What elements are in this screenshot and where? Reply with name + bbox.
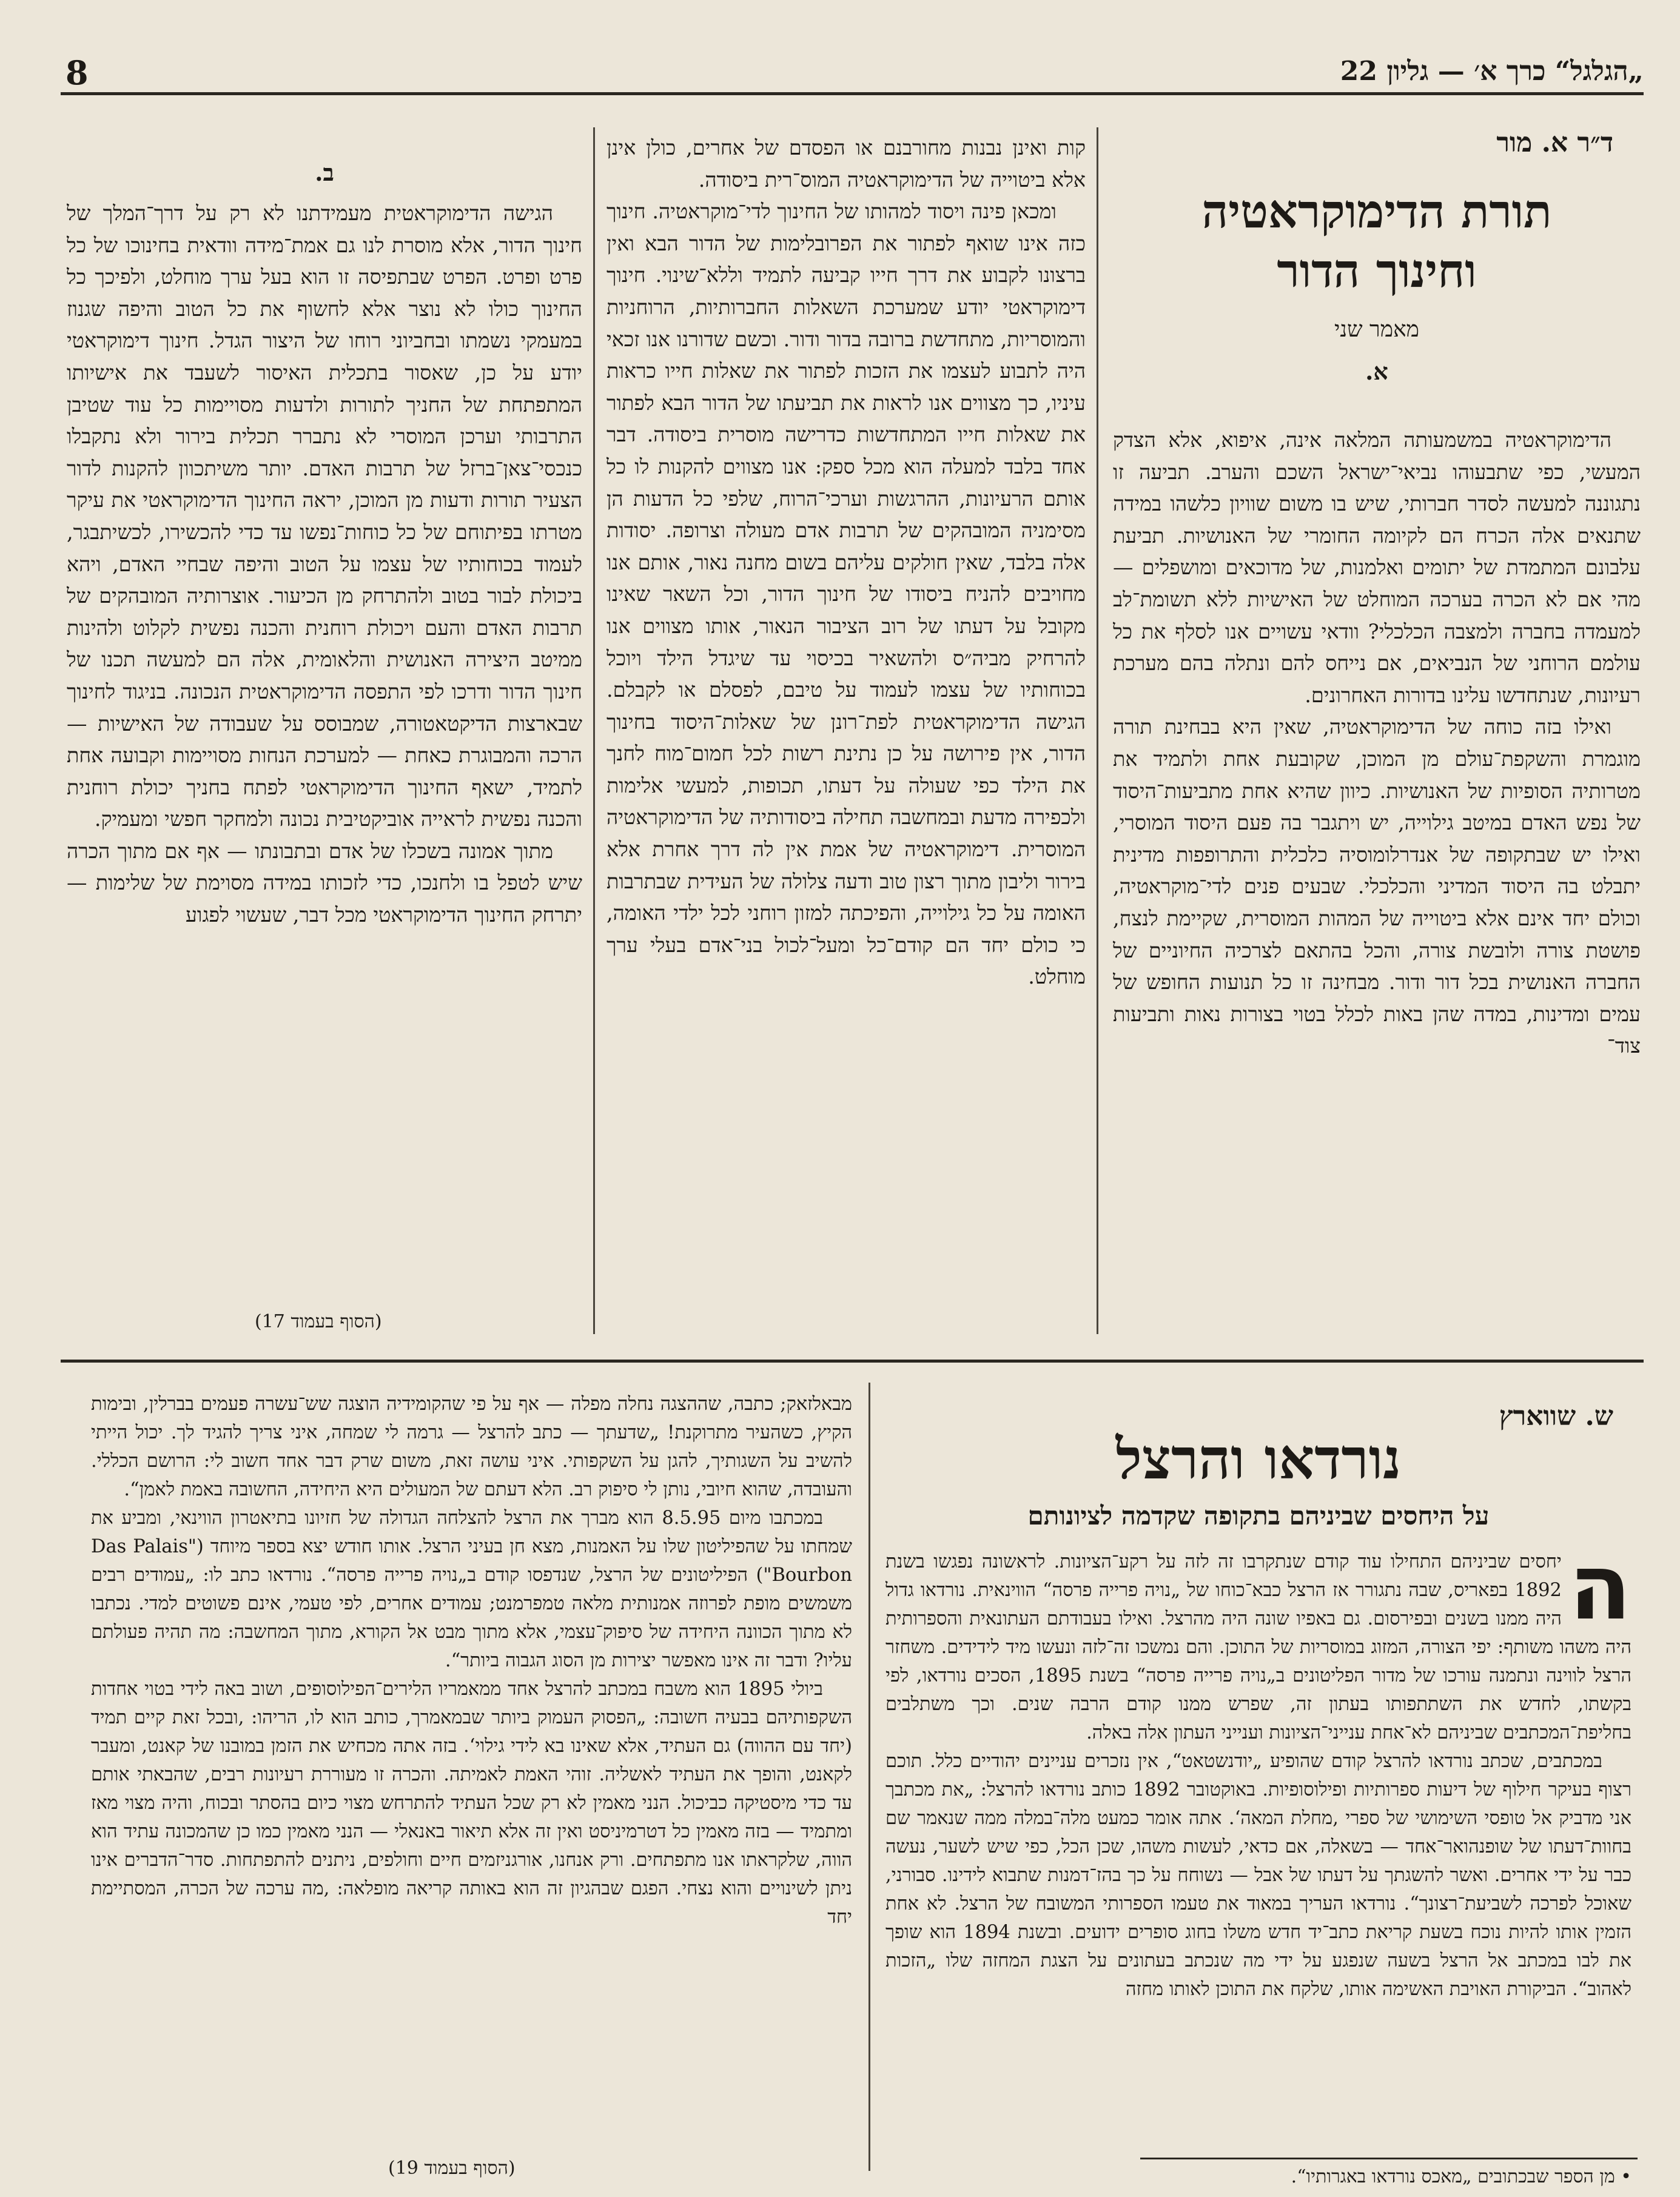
article1-section-a: א. bbox=[1365, 358, 1388, 385]
article1-paragraph: ומכאן פינה ויסוד למהותו של החינוך לדי־מוקראטיה. חינוך כזה אינו שואף לפתור את הפרובלימות של הדור הבא ואין ברצונו לקבוע את דרך חייו קביעה לתמיד וללא־שינוי. חינוך דימוקראטי יודע שמערכת השאלות החברותיות, הרוחניות והמוסריות, מתחדשת ברובה בדור ודור. וכשם שדורנו אנו זכאי היה לתבוע לעצמו את הזכות לפתור את שאלות חייו כראות עיניו, כך מצווים אנו לראות את תביעתו של הדור הבא לפתור את שאלות חייו המתחדשות כדרישה מוסרית ביסודה. דבר אחד בלבד למעלה הוא מכל ספק: אנו מצווים להקנות לו כל אותם הרעיונות, ההרגשות וערכי־הרוח, שלפי כל הדעות הן מסימניה המובהקים של תרבות אדם מעולה וצרופה. יסודות אלה בלבד, שאין חולקים עליהם בשום מחנה נאור, אותם אנו מחויבים להניח ביסודו של חינוך הדור, וכל השאר שאינו מקובל על דעתו של רוב הציבור הנאור, אותו מצווים אנו להרחיק מביה״ס ולהשאיר בכיסוי עד שיגדל הילד ויוכל בכוחותיו של עצמו לעמוד על טיבם, לפסלם או לקבלם. הגישה הדימוקראטית לפת־רונן של שאלות־היסוד בחינוך הדור, אין פירושה על כן נתינת רשות לכל חמום־מוח לחנך את הילד כפי שעולה על דעתו, תכופות, למעשי אלימות ולכפירה מדעת ובמחשבה תחילה ביסודותיה של הדימוקראטיה המוסרית. דימוקראטיה של אמת אין לה דרך אחרת אלא בירור וליבון מתוך רצון טוב ודעה צלולה של העידית שבתרבות האומה על כל גילוייה, והפיכתה למזון רוחני לכל ילדי האומה, כי כולם יחד הם קודם־כל ומעל־לכול בני־אדם בעלי ערך מוחלט. bbox=[606, 200, 1086, 989]
column-divider bbox=[869, 1383, 870, 2171]
article1-author: ד״ר א. מור bbox=[1496, 127, 1613, 158]
article1-paragraph: מתוך אמונה בשכלו של אדם ובתבונתו — אף אם מתוך הכרה שיש לטפל בו ולחנכו, כדי לזכותו במידה מסוימת של שלימות — יתרחק החינוך הדימוקראטי מכל דבר, שעשוי לפגוע bbox=[67, 839, 582, 927]
footnote-rule bbox=[1140, 2158, 1638, 2159]
article2-paragraph: במכתבים, שכתב נורדאו להרצל קודם שהופיע „יודנשטאט“, אין נזכרים עניינים יהודיים כלל. תוכם רצוף בעיקר חילוף של דיעות ספרותיות ופילוסופיות. באוקטובר 1892 כותב נורדאו להרצל: „את מכתבך אני מדביק אל טופסי השימושי של ספרי ,מחלת המאה‘. אתה אומר כמעט מלה־במלה ממה שנאמר שם בחוות־דעתו של שופנהואר־אחד — בשאלה, אם כדאי, לעשות משהו, שכן הכל, כפי שיש לשער, נעשה כבר על ידי אחרים. ואשר להשגתך על דעתו של אבל — נשוחח על כך בהז־דמנות שתבוא לידינו. סבורני, שאוכל לפרכה לשביעת־רצונך“. נורדאו העריך במאוד את טעמו הספרותי המשובח של הרצל. לא אחת הזמין אותו להיות נוכח בשעת קריאת כתב־יד חדש משלו בחוג סופרים ידועים. ובשנת 1894 הוא שופך את לבו במכתב אל הרצל בשעה שנפגע על ידי מה שנכתב בעתונים על הצגת המחזה שלו „הזכות לאהוב“. הביקורת האויבת האשימה אותו, שלקח את התוכן לאותו מחזה bbox=[885, 1751, 1631, 2000]
article1-title bbox=[1113, 182, 1641, 301]
article1-column-right bbox=[1113, 424, 1641, 1316]
article2-footnote: • מן הספר שבכתובים „מאכס נורדאו באגרותיו“. bbox=[1291, 2166, 1631, 2187]
article1-title-line1: תורת הדימוקראטיה bbox=[1201, 184, 1552, 238]
article1-section-b: ב. bbox=[315, 159, 334, 186]
article2-column-left bbox=[91, 1390, 852, 2151]
article1-subtitle: מאמר שני bbox=[1334, 317, 1420, 342]
article2-paragraph: במכתבו מיום 8.5.95 הוא מברך את הרצל להצלחה הגדולה של חזיונו בתיאטרון הווינאי, ומביע את שמחתו על שהפיליטון שלו על האמנות, מצא חן בעיני הרצל. אותו חודש יצא בספר מיוחד ("Das Palais Bourbon") הפיליטונים של הרצל, שנדפסו קודם ב„נויה פרייה פרסה“. נורדאו כתב לו: „עמודים רבים משמשים מופת לפרוזה אמנותית מלאה טמפרמנט; עמודים אחרים, לפי טעמי, אינם פשוטים למדי. נכתבו לא מתוך הכוונה היחידה של סיפוק־עצמי, אלא מתוך מבט אל הקורא, מתוך המחשבה: מה תהיה פעולתם עליו? ודבר זה אינו מאפשר יצירות מן הסוג הגבוה ביותר“. bbox=[91, 1508, 852, 1671]
running-title: „הגלגל“ כרך א׳ — גליון 22 bbox=[1340, 56, 1644, 87]
article2-column-right bbox=[885, 1548, 1631, 2151]
article1-column-middle bbox=[606, 132, 1086, 1333]
article2-title: נורדאו והרצל bbox=[1115, 1426, 1402, 1492]
article2-continued-note: (הסוף בעמוד 19) bbox=[388, 2158, 516, 2179]
article1-paragraph: הגישה הדימוקראטית מעמידתנו לא רק על דרך־המלך של חינוך הדור, אלא מוסרת לנו גם אמת־מידה וודאית בחינוכו של כל פרט ופרט. הפרט שבתפיסה זו הוא בעל ערך מוחלט, ולפיכך כל החינוך כולו לא נוצר אלא לחשוף את כל הטוב והיפה שגנוז במעמקי נשמתו ובחביוני רוחו של היצור הגדל. חינוך דימוקראטי יודע על כן, שאסור בתכלית האיסור לשעבד את אישיותו המתפתחת של החניך לתורות ולדעות מסויימות כל עוד שטיבן התרבותי וערכן המוסרי לא נתברר תכלית בירור ולא נתקבלו כנכסי־צאן־ברזל של תרבות האדם. יותר משיתכוון להקנות לדור הצעיר תורות ודעות מן המוכן, יראה החינוך הדימוקראטי את עיקר מטרתו בפיתוחם של כל כוחות־נפשו עד כדי להכשירו, לכשיתבגר, לעמוד בכוחותיו של עצמו על הטוב והיפה שבחיי האדם, ויהא ביכולת לבור בטוב ולהתרחק מן הכיעור. אוצרותיה המובהקים של תרבות האדם והעם ויכולת רוחנית והכנה נפשית לקלוט ולהינות ממיטב היצירה האנושית והלאומית, אלה הם למעשה תכנו של חינוך הדור ודרכו לפי התפסה הדימוקראטית הנכונה. בניגוד לחינוך שבארצות הדיקטאטורה, שמבוסס על שעבודה של האישיות — הרכה והמבוגרת כאחת — למערכת הנחות מסויימות וקבועה אחת לתמיד, ישאף החינוך הדימוקראטי לפתח בחניך יכולת רוחנית והכנה נפשית לראייה אוביקטיבית נכונה ולמחקר חפשי ומעמיק. bbox=[67, 201, 582, 831]
article2-dropcap: ה bbox=[1568, 1548, 1631, 1640]
page-number: 8 bbox=[66, 53, 89, 92]
article2-paragraph: ביולי 1895 הוא משבח במכתב להרצל אחד ממאמריו הלירים־הפילוסופים, ושוב באה לידי בטוי אחדות השקפותיהם בבעיה חשובה: „הפסוק העמוק ביותר שבמאמרך, כותב הוא לו, הריהו: ,ובכל זאת קיים תמיד (יחד עם ההווה) גם העתיד, אלא שאינו בא לידי גילוי‘. בזה אתה מכחיש את הזמן במובנו של קאנט, ומעבר לקאנט, והופך את העתיד לאשליה. זוהי האמת לאמיתה. והכרה זו מעוררת רעיונות רבים, שהבאתי אותם עד כדי מיסטיקה כביכול. הנני מאמין לא רק שכל העתיד להתרחש מצוי כיום בהסתר ובכוח, והיה מצוי מאז ומתמיד — בזה מאמין כל דטרמיניסט ואין זה אלא תיאור באנאלי — הנני מאמין כמו כן שהמכונה עתיד הוא הווה, שלקראתו אנו מתפתחים. ורק אנחנו, אורגניזמים חיים וחולפים, ניתנים להתפתחות. סדר־הדברים אינו ניתן לשינויים והוא נצחי. הפגם שבהגיון זה הוא באותה קריאה מופלאה: ,מה ערכה של הכרה, המסתיימת יחד bbox=[91, 1679, 852, 1928]
article2-author: ש. שווארץ bbox=[1499, 1401, 1613, 1432]
column-divider bbox=[593, 127, 595, 1334]
article1-column-left bbox=[67, 198, 582, 1283]
article1-continued-note: (הסוף בעמוד 17) bbox=[255, 1311, 382, 1332]
article1-paragraph: קות ואינן נבנות מחורבנם או הפסדם של אחרים, כולן אינן אלא ביטוייה של הדימוקראטיה המוס־רית ביסודה. bbox=[606, 136, 1086, 192]
article2-paragraph bbox=[885, 1548, 1631, 1747]
section-divider bbox=[61, 1360, 1644, 1363]
article2-paragraph: מבאלזאק; כתבה, שההצגה נחלה מפלה — אף על פי שהקומידיה הוצגה שש־עשרה פעמים בברלין, ובימות הקיץ, כשהעיר מתרוקנת! „שדעתך — כתב להרצל — גרמה לי שמחה, איני צריך להגיד לך. יכול הייתי להשיב על השגותיך, להגן על השקפותי. איני עושה זאת, משום שרק דבר אחד חשוב לי: הרושם הכללי. והעובדה, שהוא חיובי, נותן לי סיפוק רב. הלא דעתם של המעולים היא היחידה, החשובה באמת לאמן“. bbox=[91, 1394, 852, 1500]
column-divider bbox=[1097, 127, 1098, 1334]
article1-paragraph: ואילו בזה כוחה של הדימוקראטיה, שאין היא בבחינת תורה מוגמרת והשקפת־עולם מן המוכן, שקובעת אחת ולתמיד את מטרותיה הסופיות של האנושיות. כיוון שהיא אחת מתביעות־היסוד של נפש האדם במיטב גילוייה, יש ויתגבר בה פעם היסוד המוסרי, ואילו יש שבתקופה של אנדרלומוסיה כלכלית והתרופפות מדינית יתבלט בה היסוד המדיני והכלכלי. שבעים פנים לדי־מוקראטיה, וכולם יחד אינם אלא ביטוייה של המהות המוסרית, שקיימת לנצח, פושטת צורה ולובשת צורה, והכל בהתאם לצרכיה החיוניים של החברה האנושית בכל דור ודור. מבחינה זו כל תנועות החופש של עמים ומדינות, במדה שהן באות לכלל בטוי בצורות נאות ותביעות צוד־ bbox=[1113, 715, 1641, 1058]
article1-title-line2: וחינוך הדור bbox=[1277, 244, 1477, 298]
article2-paragraph-text: יחסים שביניהם התחילו עוד קודם שנתקרבו זה לזה על רקע־הציונות. לראשונה נפגשו בשנת 1892 בפאריס, שבה נתגורר אז הרצל כבא־כוחו של „נויה פרייה פרסה“ הווינאית. נורדאו גדול היה ממנו בשנים ובפירסום. גם באפיו שונה היה מהרצל. ואילו בעבודתם העתונאית והספרותית היה משהו משותף: יפי הצורה, המזוג במוסריות של התוכן. והם נמשכו זה־לזה ונעשו מיד לידידים. משחזר הרצל לווינה ונתמנה עורכו של מדור הפליטונים ב„נויה פרייה פרסה“ בשנת 1895, הסכים נורדאו, לפי בקשתו, לחדש את השתתפותו בעתון זה, שפרש ממנו קודם הרבה שנים. וכך משתלבים בחליפת־המכתבים שביניהם לא־אחת ענייני־הציונות וענייני העתון אלה באלה. bbox=[885, 1551, 1631, 1743]
article2-subtitle: על היחסים שביניהם בתקופה שקדמה לציונותם bbox=[1027, 1501, 1490, 1531]
article1-paragraph: הדימוקראטיה במשמעותה המלאה אינה, איפוא, אלא הצדק המעשי, כפי שתבעוהו נביאי־ישראל השכם והערב. תביעה זו נתגוננה למעשה לסדר חברותי, שיש בו משום שוויון כלשהו במידה שתנאים אלה הכרח הם לקיומה החומרי של האנושיות. תביעת עלבונם המתמדת של יתומים ואלמנות, של מדוכאים ומושפלים — מהי אם לא הכרה בערכה המוחלט של האישיות ללא תשומת־לב למעמדה בחברה ולמצבה הכלכלי? וודאי עשויים אנו לסלף את כל עולמם הרוחני של הנביאים, אם נייחס להם ונתלה בהם מערכת רעיונות, שנתחדשו עלינו בדורות האחרונים. bbox=[1113, 428, 1641, 707]
running-header bbox=[61, 53, 1644, 95]
